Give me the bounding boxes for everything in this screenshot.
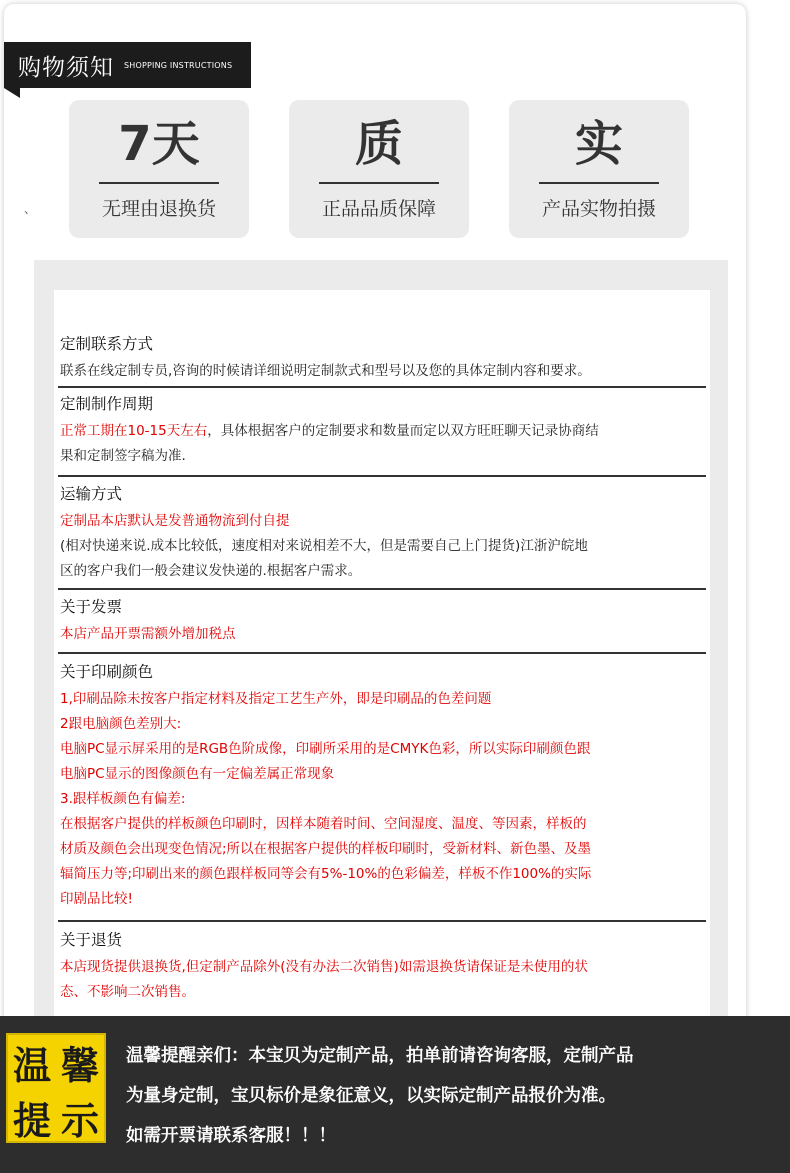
section-line: 区的客户我们一般会建议发快递的.根据客户需求。 xyxy=(60,563,362,579)
section-divider xyxy=(58,920,706,922)
section-line: 本店产品开票需额外增加税点 xyxy=(60,626,236,642)
badge-seven-day-return xyxy=(69,100,249,238)
shopping-instructions-card xyxy=(4,4,746,1044)
section-line: 联系在线定制专员,咨询的时候请详细说明定制款式和型号以及您的具体定制内容和要求。 xyxy=(60,363,591,379)
section-line: 态、不影响二次销售。 xyxy=(60,984,195,1000)
badge-main-text: 7天 xyxy=(118,116,200,172)
section-body xyxy=(60,687,706,912)
warm-char: 示 xyxy=(60,1098,99,1143)
section-line: 定制品本店默认是发普通物流到付自提 xyxy=(60,513,290,529)
section-title: 定制制作周期 xyxy=(60,395,154,413)
section-line: 3.跟样板颜色有偏差: xyxy=(60,791,186,807)
section-line: 果和定制签字稿为准. xyxy=(60,448,186,464)
section-line: 电脑PC显示屏采用的是RGB色阶成像，印刷所采用的是CMYK色彩，所以实际印刷颜色跟 xyxy=(60,741,591,757)
warm-reminder-badge xyxy=(6,1033,106,1143)
stray-mark: 、 xyxy=(24,202,37,216)
section-body xyxy=(60,955,706,1005)
section-divider xyxy=(58,386,706,388)
header-title: 购物须知 xyxy=(18,54,114,81)
section-line-rest: ，具体根据客户的定制要求和数量而定以双方旺旺聊天记录协商结 xyxy=(207,423,599,439)
footer-reminder xyxy=(0,1016,790,1173)
section-divider xyxy=(58,652,706,654)
section-returns xyxy=(60,928,706,1005)
section-shipping xyxy=(60,482,706,584)
badge-main-text: 质 xyxy=(354,116,403,172)
badge-divider xyxy=(319,182,439,184)
section-line xyxy=(60,419,706,444)
footer-line: 温馨提醒亲们：本宝贝为定制产品，拍单前请咨询客服，定制产品 xyxy=(126,1046,634,1066)
section-line: 电脑PC显示的图像颜色有一定偏差属正常现象 xyxy=(60,766,335,782)
badge-divider xyxy=(99,182,219,184)
section-body xyxy=(60,359,706,384)
section-title: 关于退货 xyxy=(60,931,123,949)
section-divider xyxy=(58,475,706,477)
badge-sub-text: 正品品质保障 xyxy=(321,198,436,220)
header-banner xyxy=(4,42,251,88)
section-title: 运输方式 xyxy=(60,485,123,503)
header-subtitle: SHOPPING INSTRUCTIONS xyxy=(124,60,233,70)
badge-sub-text: 产品实物拍摄 xyxy=(541,198,656,220)
warm-char: 提 xyxy=(12,1098,51,1143)
notice-content xyxy=(54,290,710,1044)
badge-main-text: 实 xyxy=(574,116,623,172)
section-line: (相对快递来说.成本比较低，速度相对来说相差不大，但是需要自己上门提货)江浙沪皖地 xyxy=(60,538,588,554)
section-body xyxy=(60,509,706,584)
warm-char: 温 xyxy=(12,1043,51,1088)
section-body xyxy=(60,419,706,469)
footer-line: 为量身定制，宝贝标价是象征意义，以实际定制产品报价为准。 xyxy=(126,1086,616,1106)
badge-sub-text: 无理由退换货 xyxy=(101,198,216,220)
section-title: 关于印刷颜色 xyxy=(60,663,154,681)
section-body xyxy=(60,622,706,647)
badge-quality xyxy=(289,100,469,238)
badge-divider xyxy=(539,182,659,184)
section-line: 材质及颜色会出现变色情况;所以在根据客户提供的样板印刷时，受新材料、新色墨、及墨 xyxy=(60,841,592,857)
section-invoice xyxy=(60,595,706,647)
notice-panel xyxy=(34,260,728,1044)
badge-real-photo xyxy=(509,100,689,238)
section-line: 本店现货提供退换货,但定制产品除外(没有办法二次销售)如需退换货请保证是未使用的状 xyxy=(60,959,588,975)
section-line: 辐简压力等;印刷出来的颜色跟样板同等会有5%-10%的色彩偏差，样板不作100%的实际 xyxy=(60,866,592,882)
section-line: 1,印刷品除未按客户指定材料及指定工艺生产外，即是印刷品的色差问题 xyxy=(60,691,492,707)
section-title: 定制联系方式 xyxy=(60,335,154,353)
section-print-color xyxy=(60,660,706,912)
section-line-highlight: 正常工期在10-15天左右 xyxy=(60,423,208,439)
section-title: 关于发票 xyxy=(60,598,123,616)
section-line: 2跟电脑颜色差别大: xyxy=(60,716,182,732)
section-contact xyxy=(60,332,706,384)
warm-char: 馨 xyxy=(60,1043,99,1088)
footer-line: 如需开票请联系客服！！！ xyxy=(126,1126,336,1146)
footer-text xyxy=(126,1036,776,1156)
section-line: 在根据客户提供的样板颜色印刷时，因样本随着时间、空间湿度、温度、等因素，样板的 xyxy=(60,816,587,832)
banner-fold-decoration xyxy=(4,88,20,98)
section-line: 印剧品比较! xyxy=(60,891,133,907)
section-production-cycle xyxy=(60,392,706,469)
section-divider xyxy=(58,588,706,590)
